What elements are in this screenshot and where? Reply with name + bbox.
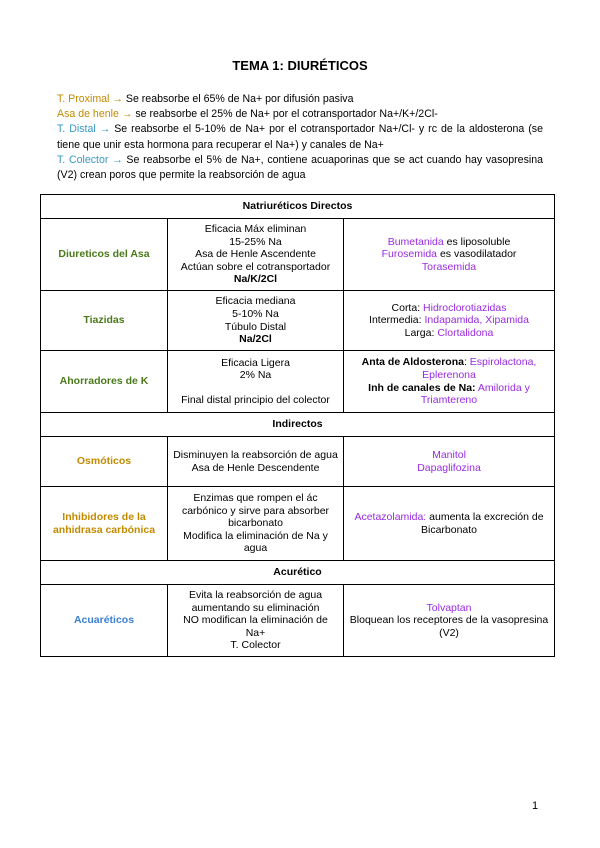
table-row xyxy=(41,585,555,657)
drug-name: Espirolactona, Eplerenona xyxy=(422,356,537,381)
mechanism-line: Eficacia Máx eliminan xyxy=(204,223,307,236)
intro-label: Asa de henle → xyxy=(57,108,133,121)
table-row xyxy=(41,487,555,561)
table-row xyxy=(41,219,555,291)
drugs-cell xyxy=(344,585,555,657)
category-name: Osmóticos xyxy=(41,437,168,487)
section-row xyxy=(41,561,555,585)
table-row xyxy=(41,291,555,351)
mechanism-line: Actúan sobre el cotransportador xyxy=(180,260,331,273)
mechanism-bold: Na/K/2Cl xyxy=(233,273,278,286)
drug-name: Furosemida xyxy=(381,248,438,261)
drug-line xyxy=(348,382,550,407)
category-name: Acuaréticos xyxy=(41,585,168,657)
section-header: Acurético xyxy=(41,561,555,585)
table-row xyxy=(41,437,555,487)
section-header: Natriuréticos Directos xyxy=(41,195,555,219)
drug-line xyxy=(348,236,550,249)
intro-line xyxy=(57,107,543,122)
intro-text: Se reabsorbe el 5-10% de Na+ por el cotransportador Na+/Cl- y rc de la aldosterona (se tiene que unir esta hormona para recuperar el Na+) y canales de Na+ xyxy=(57,123,543,151)
mechanism-cell xyxy=(168,291,344,351)
drug-line xyxy=(348,356,550,381)
drug-label: Corta: xyxy=(391,301,424,314)
mechanism-cell xyxy=(168,437,344,487)
intro-label: T. Proximal → xyxy=(57,93,123,105)
drug-line xyxy=(348,511,550,536)
drug-desc: es liposoluble xyxy=(443,235,511,248)
mechanism-line: T. Colector xyxy=(230,639,281,652)
mechanism-line: Disminuyen la reabsorción de agua xyxy=(173,448,338,461)
category-name: Inhibidores de la anhidrasa carbónica xyxy=(41,487,168,561)
intro-line xyxy=(57,122,543,152)
drug-sep: : xyxy=(463,356,470,369)
mechanism-line: Túbulo Distal xyxy=(224,320,287,333)
intro-label: T. Distal → xyxy=(57,123,111,136)
drug-name: Clortalidona xyxy=(437,326,494,339)
drug-name: Manitol xyxy=(432,448,466,461)
drug-line xyxy=(348,314,550,327)
drug-name: Tolvaptan xyxy=(426,601,472,614)
mechanism-cell xyxy=(168,219,344,291)
drug-name: Bumetanida xyxy=(387,235,444,248)
drug-label: Larga: xyxy=(404,326,438,339)
section-row xyxy=(41,413,555,437)
drugs-cell xyxy=(344,219,555,291)
section-header: Indirectos xyxy=(41,413,555,437)
intro-text: se reabsorbe el 25% de Na+ por el cotransportador Na+/K+/2Cl- xyxy=(132,108,438,121)
page-number: 1 xyxy=(532,800,539,812)
mechanism-line: 5-10% Na xyxy=(232,307,279,320)
drug-line xyxy=(348,248,550,261)
intro-block xyxy=(57,92,543,183)
intro-text: Se reabsorbe el 5% de Na+, contiene acuaporinas que se act cuando hay vasopresina (V2) crean poros que permite la reabsorción de agua xyxy=(57,153,543,182)
drug-name: Amilorida y Triamtereno xyxy=(420,381,530,407)
drug-desc: es vasodilatador xyxy=(437,248,517,261)
drugs-cell xyxy=(344,291,555,351)
mechanism-line: Modifica la eliminación de Na y agua xyxy=(183,529,328,555)
category-name: Diureticos del Asa xyxy=(41,219,168,291)
drug-name: Torasemida xyxy=(421,260,477,273)
drug-name: Indapamida, Xipamida xyxy=(424,314,529,327)
intro-line xyxy=(57,92,543,107)
mechanism-line: Asa de Henle Ascendente xyxy=(195,248,316,261)
drug-label: Inh de canales de Na: xyxy=(368,381,476,394)
mechanism-line: 2% Na xyxy=(239,369,272,382)
drug-name: Acetazolamida: xyxy=(354,510,427,523)
drug-label: Anta de Aldosterona xyxy=(361,356,464,369)
mechanism-line: 15-25% Na xyxy=(229,235,282,248)
drug-name: Dapaglifozina xyxy=(417,461,481,474)
category-name: Tiazidas xyxy=(41,291,168,351)
table-row xyxy=(41,351,555,413)
drug-line xyxy=(348,327,550,340)
mechanism-line: NO modifican la eliminación de Na+ xyxy=(183,614,328,639)
mechanism-line: Eficacia mediana xyxy=(215,295,296,308)
drug-name: Hidroclorotiazidas xyxy=(423,301,507,314)
mechanism-line: Eficacia Ligera xyxy=(221,356,290,369)
mechanism-line: Enzimas que rompen el ác carbónico y sirve para absorber bicarbonato xyxy=(181,492,330,530)
drug-label: Intermedia: xyxy=(369,314,425,327)
mechanism-cell xyxy=(168,351,344,413)
intro-line xyxy=(57,153,543,183)
mechanism-line: Asa de Henle Descendente xyxy=(191,461,320,474)
drug-line xyxy=(348,302,550,315)
drugs-cell xyxy=(344,351,555,413)
drugs-cell xyxy=(344,487,555,561)
intro-text: Se reabsorbe el 65% de Na+ por difusión pasiva xyxy=(122,93,354,105)
drug-desc: Bloquean los receptores de la vasopresina (V2) xyxy=(349,614,549,639)
drug-desc: aumenta la excreción de Bicarbonato xyxy=(420,510,544,536)
category-name: Ahorradores de K xyxy=(41,351,168,413)
diuretics-table xyxy=(40,194,555,657)
mechanism-cell xyxy=(168,487,344,561)
mechanism-bold: Na/2Cl xyxy=(239,333,272,346)
mechanism-cell xyxy=(168,585,344,657)
section-row xyxy=(41,195,555,219)
page-title: TEMA 1: DIURÉTICOS xyxy=(232,58,368,73)
mechanism-line: Evita la reabsorción de agua aumentando su eliminación xyxy=(188,589,323,614)
drugs-cell xyxy=(344,437,555,487)
mechanism-line: Final distal principio del colector xyxy=(181,393,330,406)
intro-label: T. Colector → xyxy=(57,153,123,166)
